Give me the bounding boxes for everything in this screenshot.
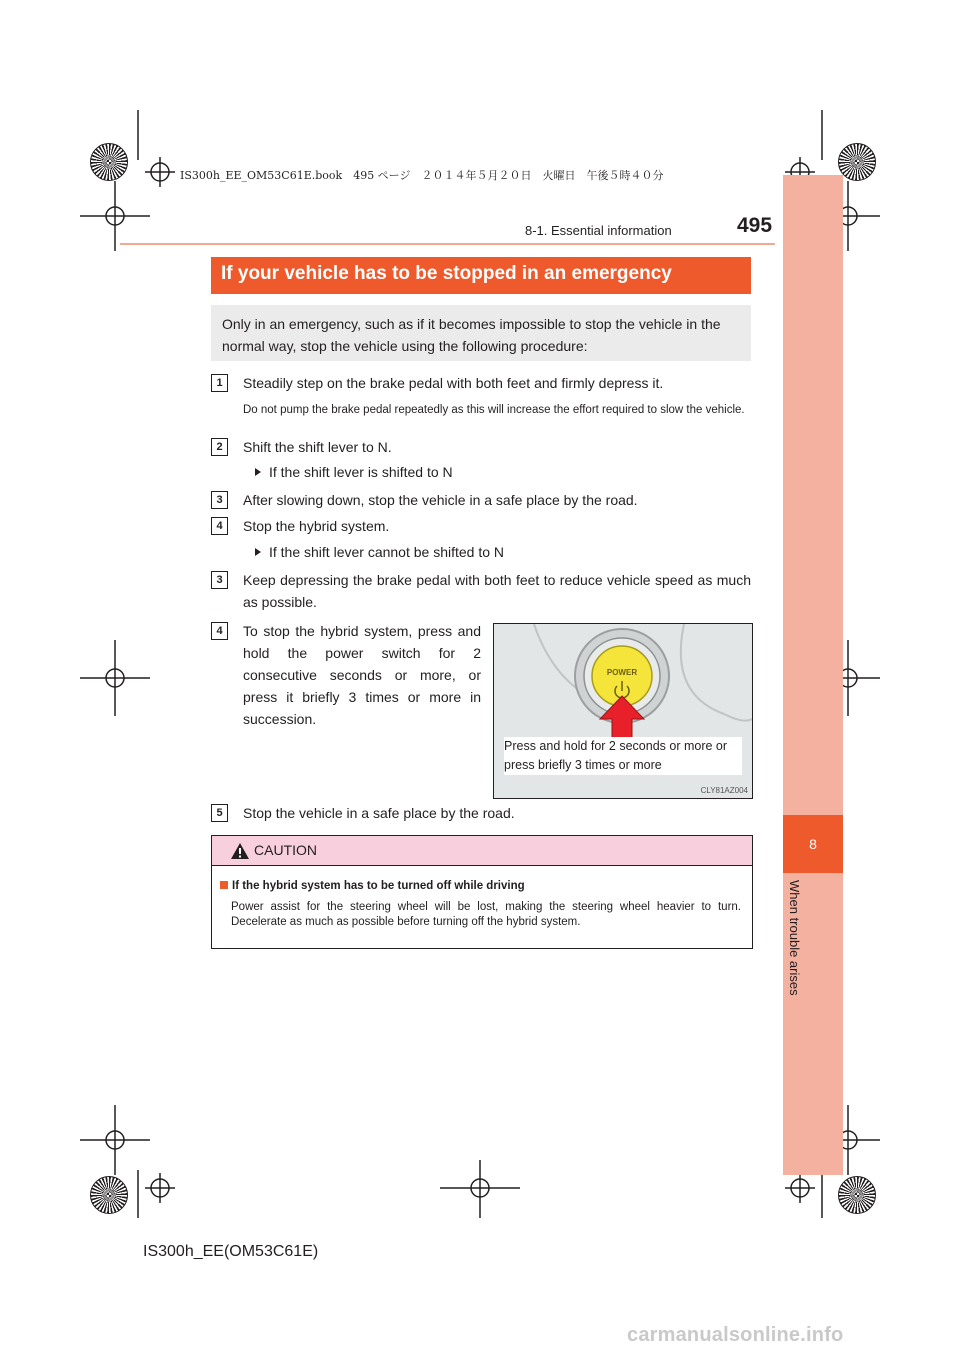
warning-triangle-icon [230, 842, 250, 860]
branch-text: If the shift lever cannot be shifted to N [269, 544, 505, 560]
step-text: Keep depressing the brake pedal with both feet to reduce vehicle speed as much as possible. [243, 572, 751, 610]
illustration-caption: Press and hold for 2 seconds or more or press briefly 3 times or more [504, 737, 742, 775]
branch-text: If the shift lever is shifted to N [269, 464, 453, 480]
power-button-label: POWER [606, 668, 638, 677]
illustration-code: CLY81AZ004 [700, 786, 748, 795]
step-text: After slowing down, stop the vehicle in a safe place by the road. [243, 492, 638, 508]
step-text: To stop the hybrid system, press and hold the power switch for 2 consecutive seconds or more, or press it briefly 3 times or more in succession. [243, 623, 481, 727]
header-divider [120, 243, 775, 245]
section-title: 8-1. Essential information [525, 223, 672, 238]
step-number: 5 [211, 804, 228, 822]
caution-subheading-text: If the hybrid system has to be turned off while driving [232, 880, 525, 892]
page-title-band [211, 257, 751, 294]
caution-header [212, 836, 752, 866]
step-text: Steadily step on the brake pedal with both feet and firmly depress it. [243, 375, 664, 391]
chapter-title: When trouble arises [787, 880, 802, 996]
power-switch-illustration [493, 623, 753, 799]
caution-subheading [220, 880, 525, 892]
caution-box [211, 835, 753, 949]
triangle-bullet-icon [255, 548, 261, 556]
step-number: 4 [211, 517, 228, 535]
print-job-info: IS300h_EE_OM53C61E.book 495 ページ ２０１４年５月２０日 火曜日 午後５時４０分 [180, 169, 664, 182]
chapter-title-vertical [787, 880, 819, 1020]
intro-text: Only in an emergency, such as if it becomes impossible to stop the vehicle in the normal way, stop the vehicle using the following procedure: [222, 316, 721, 354]
footer-model-code: IS300h_EE(OM53C61E) [143, 1243, 319, 1260]
step-text: Stop the hybrid system. [243, 518, 390, 534]
intro-box [211, 305, 751, 361]
step-number: 1 [211, 374, 228, 392]
chapter-side-bar [783, 175, 843, 1175]
step-number: 3 [211, 491, 228, 509]
step-note: Do not pump the brake pedal repeatedly as this will increase the effort required to slow the vehicle. [243, 404, 745, 416]
caution-heading: CAUTION [254, 842, 317, 858]
step-number: 4 [211, 622, 228, 640]
page-title: If your vehicle has to be stopped in an emergency [221, 263, 672, 284]
square-bullet-icon [220, 881, 228, 889]
triangle-bullet-icon [255, 468, 261, 476]
step-number: 2 [211, 438, 228, 456]
step-text: Stop the vehicle in a safe place by the road. [243, 805, 515, 821]
branch-heading [243, 544, 504, 560]
step-text: Shift the shift lever to N. [243, 439, 392, 455]
branch-heading [243, 464, 453, 480]
chapter-number-tab[interactable]: 8 [783, 815, 843, 873]
caution-body: Power assist for the steering wheel will be lost, making the steering wheel heavier to turn. Decelerate as much as possible before turning off the hybrid system. [231, 901, 741, 928]
watermark: carmanualsonline.info [627, 1324, 844, 1346]
page-number: 495 [737, 214, 773, 237]
step-number: 3 [211, 571, 228, 589]
